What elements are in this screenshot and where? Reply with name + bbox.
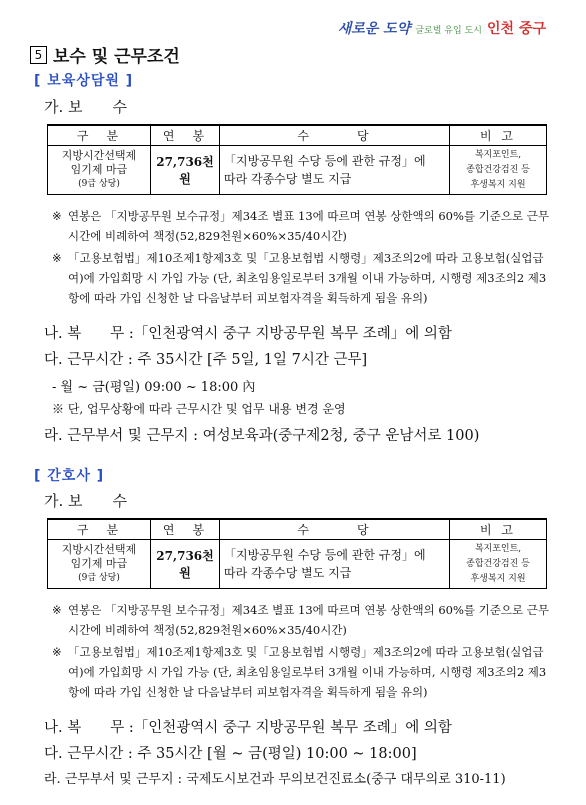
duty-line: 나. 복 무 :「인천광역시 중구 지방공무원 복무 조례」에 의함 xyxy=(44,720,452,736)
remarks-line: 종합건강검진 등 xyxy=(466,164,530,175)
position-line: 지방시간선택제 xyxy=(61,543,137,556)
allowance-line: 「지방공무원 수당 등에 관한 규정」에 xyxy=(224,548,426,562)
heading-number: 5 xyxy=(30,46,47,64)
remarks-cell xyxy=(450,540,547,589)
position-grade: (9급 상당) xyxy=(78,179,120,189)
allowance-cell xyxy=(220,540,450,589)
duty-line: 나. 복 무 :「인천광역시 중구 지방공무원 복무 조례」에 의함 xyxy=(44,326,452,342)
note-mark: ※ xyxy=(52,645,62,659)
place-line: 라. 근무부서 및 근무지 : 여성보육과(중구제2청, 중구 운남서로 100) xyxy=(44,428,480,444)
logo-slogan: 새로운 도약 xyxy=(337,21,411,37)
salary-cell: 27,736천원 xyxy=(151,540,220,589)
position-line: 지방시간선택제 xyxy=(61,149,137,162)
pay-table xyxy=(47,124,547,195)
remarks-line: 복지포인트, xyxy=(474,149,522,160)
salary-note xyxy=(52,600,550,640)
note-mark: ※ xyxy=(52,251,62,265)
heading-title: 보수 및 근무조건 xyxy=(53,47,180,67)
remarks-line: 후생복지 지원 xyxy=(470,179,526,190)
position-line: 임기제 마급 xyxy=(70,557,128,570)
hours-detail: - 월 ~ 금(평일) 09:00 ~ 18:00 內 xyxy=(52,380,256,395)
salary-cell: 27,736천원 xyxy=(151,146,220,195)
allowance-line: 따라 각종수당 별도 지급 xyxy=(224,566,352,580)
remarks-line: 종합건강검진 등 xyxy=(466,558,530,569)
col-header: 수 당 xyxy=(220,519,450,540)
section-title-counselor: [ 보육상담원 ] xyxy=(34,73,134,89)
insurance-note xyxy=(52,248,550,308)
col-header: 비 고 xyxy=(450,519,547,540)
place-line: 라. 근무부서 및 근무지 : 국제도시보건과 무의보건진료소(중구 대무의로 310-11) xyxy=(44,772,506,787)
pay-subheading: 가. 보 수 xyxy=(44,98,128,116)
note-text: 연봉은 「지방공무원 보수규정」제34조 별표 13에 따르며 연봉 상한액의 60%를 기준으로 근무시간에 비례하여 책정(52,829천원×60%×35/40시간) xyxy=(68,209,549,243)
page-heading xyxy=(30,42,180,67)
section-title-nurse: [ 간호사 ] xyxy=(34,468,105,484)
col-header: 수 당 xyxy=(220,125,450,146)
allowance-line: 따라 각종수당 별도 지급 xyxy=(224,172,352,186)
col-header: 연 봉 xyxy=(151,125,220,146)
remarks-line: 후생복지 지원 xyxy=(470,573,526,584)
pay-subheading: 가. 보 수 xyxy=(44,492,128,510)
position-cell xyxy=(48,540,151,589)
position-line: 임기제 마급 xyxy=(70,163,128,176)
pay-table xyxy=(47,518,547,589)
hours-note: ※ 단, 업무상황에 따라 근무시간 및 업무 내용 변경 운영 xyxy=(52,402,346,416)
col-header: 구 분 xyxy=(48,519,151,540)
col-header: 구 분 xyxy=(48,125,151,146)
remarks-cell xyxy=(450,146,547,195)
position-cell xyxy=(48,146,151,195)
note-mark: ※ xyxy=(52,209,62,223)
city-logo xyxy=(338,18,546,38)
note-text: 연봉은 「지방공무원 보수규정」제34조 별표 13에 따르며 연봉 상한액의 60%를 기준으로 근무시간에 비례하여 책정(52,829천원×60%×35/40시간) xyxy=(68,603,549,637)
salary-note xyxy=(52,206,550,246)
logo-subtitle: 글로벌 유입 도시 xyxy=(415,26,482,36)
col-header: 비 고 xyxy=(450,125,547,146)
allowance-line: 「지방공무원 수당 등에 관한 규정」에 xyxy=(224,154,426,168)
remarks-line: 복지포인트, xyxy=(474,543,522,554)
position-grade: (9급 상당) xyxy=(78,573,120,583)
note-text: 「고용보험법」제10조제1항제3호 및「고용보험법 시행령」제3조의2에 따라 고용보험(실업급여)에 가입희망 시 가입 가능 (단, 최초임용일로부터 3개월 이내 가능하며, 시행령 제3조의2 제3항에 따라 가입 신청한 날 다음날부터 피보험자격을 획득하게 됨을 유의) xyxy=(68,251,547,305)
col-header: 연 봉 xyxy=(151,519,220,540)
note-text: 「고용보험법」제10조제1항제3호 및「고용보험법 시행령」제3조의2에 따라 고용보험(실업급여)에 가입희망 시 가입 가능 (단, 최초임용일로부터 3개월 이내 가능하며, 시행령 제3조의2 제3항에 따라 가입 신청한 날 다음날부터 피보험자격을 획득하게 됨을 유의) xyxy=(68,645,547,699)
logo-city-name: 인천 중구 xyxy=(487,21,546,37)
hours-line: 다. 근무시간 : 주 35시간 [월 ~ 금(평일) 10:00 ~ 18:00] xyxy=(44,746,417,762)
insurance-note xyxy=(52,642,550,702)
hours-line: 다. 근무시간 : 주 35시간 [주 5일, 1일 7시간 근무] xyxy=(44,352,368,368)
allowance-cell xyxy=(220,146,450,195)
note-mark: ※ xyxy=(52,603,62,617)
